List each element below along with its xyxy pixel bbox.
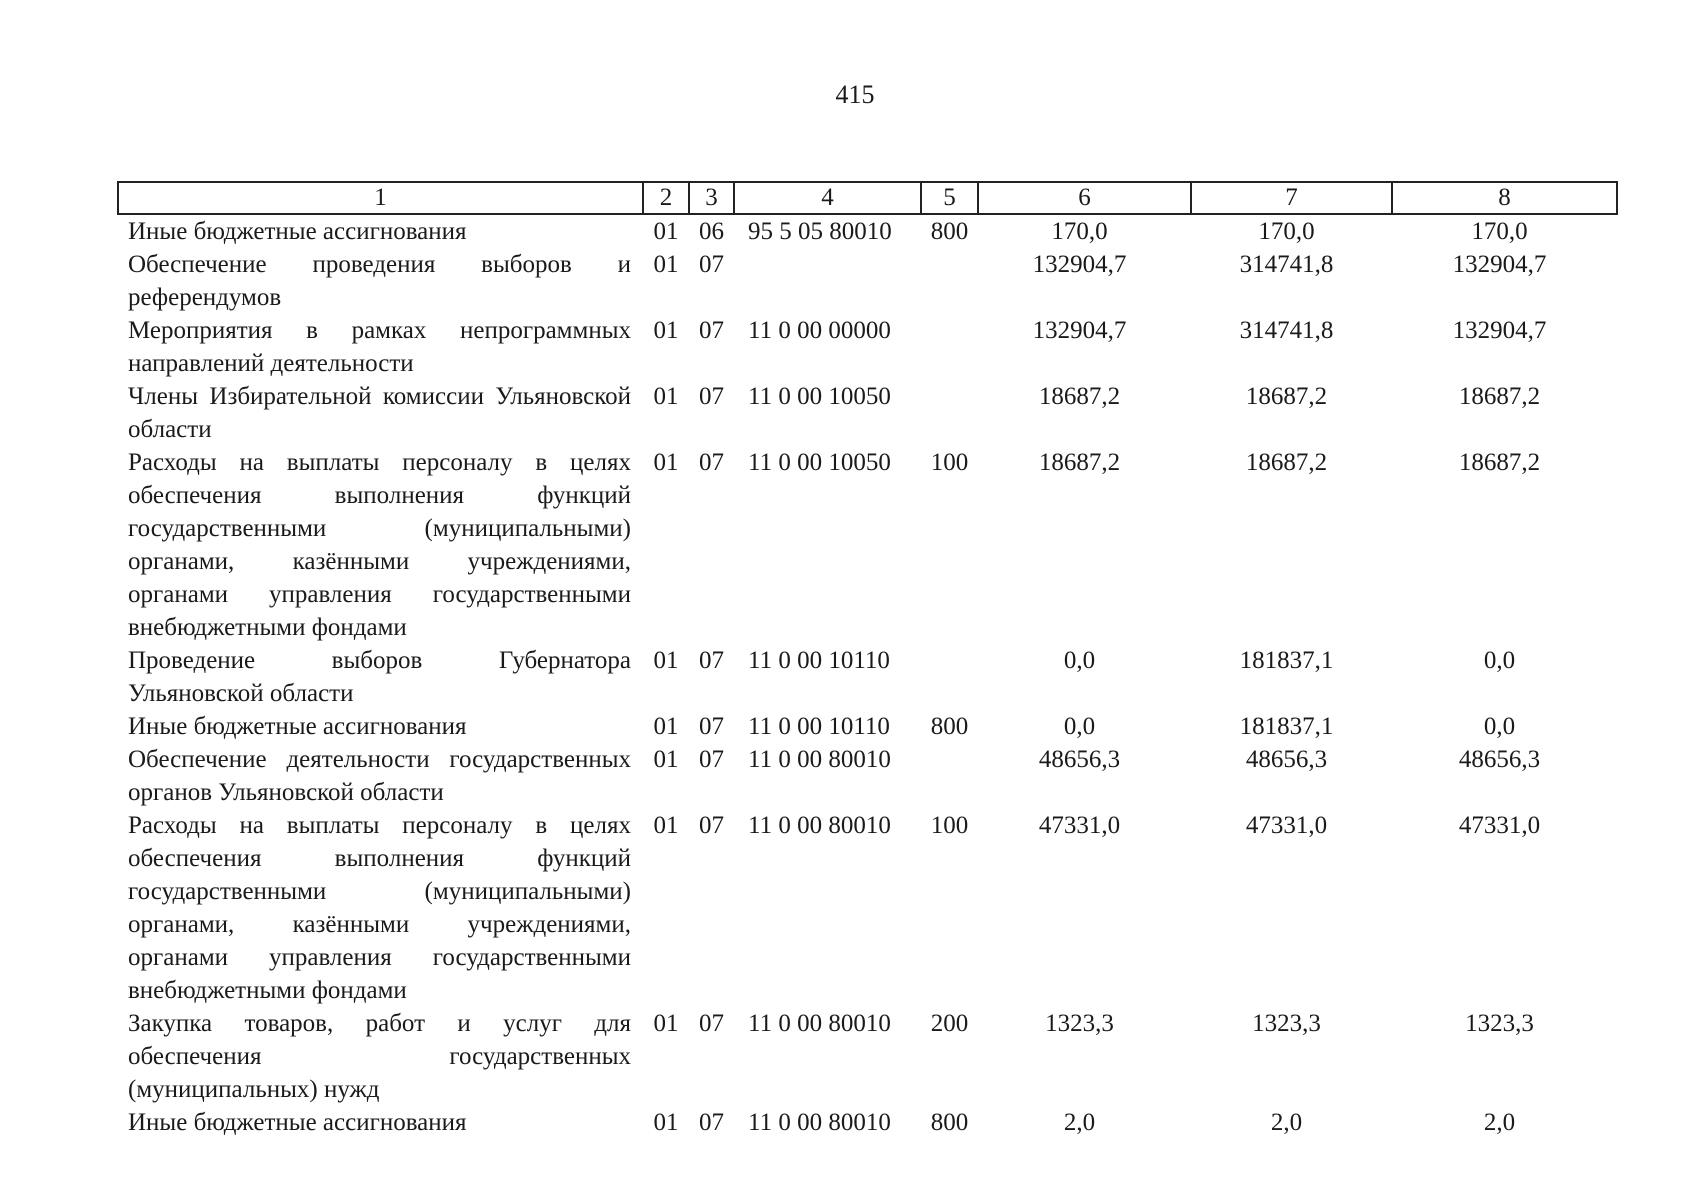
row-expense-type: 100 (930, 812, 969, 839)
row-section: 01 (653, 812, 679, 839)
row-value-col-7: 181837,1 (1239, 713, 1334, 740)
row-subsection: 07 (699, 746, 724, 773)
header-col-8: 8 (1392, 182, 1617, 214)
row-name: Мероприятия в рамках непрограммных направлений деятельности (128, 317, 631, 377)
row-expense-type: 800 (930, 713, 969, 740)
row-value-col-8: 170,0 (1471, 218, 1528, 245)
row-value-col-6: 18687,2 (1038, 383, 1121, 410)
table-row (118, 248, 1617, 314)
table-row (118, 809, 1617, 1007)
row-value-col-7: 18687,2 (1245, 449, 1328, 476)
header-col-2: 2 (643, 182, 689, 214)
row-value-col-6: 47331,0 (1038, 812, 1121, 839)
header-col-5: 5 (921, 182, 978, 214)
row-value-col-8: 18687,2 (1458, 383, 1541, 410)
header-col-1: 1 (118, 182, 643, 214)
budget-table (117, 181, 1618, 1139)
row-name: Члены Избирательной комиссии Ульяновской области (128, 383, 631, 443)
row-value-col-8: 1323,3 (1465, 1010, 1534, 1037)
row-name: Расходы на выплаты персоналу в целях обеспечения выполнения функций государственными (муниципальными) органами, казёнными учреждениями, органами управления государственными внебюджетными фондами (128, 812, 631, 1004)
row-expense-type (921, 314, 978, 380)
row-section: 01 (653, 746, 679, 773)
row-section: 01 (653, 647, 679, 674)
row-name: Иные бюджетные ассигнования (128, 713, 467, 740)
row-section: 01 (653, 317, 679, 344)
row-section: 01 (653, 449, 679, 476)
row-value-col-8: 132904,7 (1452, 251, 1547, 278)
row-name: Проведение выборов Губернатора Ульяновской области (128, 647, 631, 707)
row-target-code: 11 0 00 10050 (748, 383, 891, 410)
row-value-col-7: 1323,3 (1252, 1010, 1321, 1037)
row-target-code: 11 0 00 10110 (748, 713, 890, 740)
row-expense-type: 100 (930, 449, 969, 476)
row-value-col-7: 181837,1 (1239, 647, 1334, 674)
row-name: Расходы на выплаты персоналу в целях обеспечения выполнения функций государственными (муниципальными) органами, казёнными учреждениями, органами управления государственными внебюджетными фондами (128, 449, 631, 641)
row-value-col-8: 0,0 (1483, 647, 1516, 674)
row-section: 01 (653, 1109, 679, 1136)
row-subsection: 07 (699, 449, 724, 476)
row-value-col-7: 18687,2 (1245, 383, 1328, 410)
row-value-col-8: 2,0 (1483, 1109, 1516, 1136)
row-subsection: 07 (699, 812, 724, 839)
row-expense-type: 200 (930, 1010, 969, 1037)
row-value-col-7: 314741,8 (1239, 251, 1334, 278)
row-section: 01 (653, 218, 679, 245)
row-value-col-6: 0,0 (1063, 647, 1096, 674)
row-section: 01 (653, 1010, 679, 1037)
row-expense-type (921, 248, 978, 314)
row-expense-type (921, 743, 978, 809)
row-value-col-6: 18687,2 (1038, 449, 1121, 476)
row-target-code (734, 248, 921, 314)
row-section: 01 (653, 713, 679, 740)
row-subsection: 07 (699, 251, 724, 278)
table-row (118, 214, 1617, 248)
row-value-col-6: 170,0 (1051, 218, 1108, 245)
header-col-4: 4 (734, 182, 921, 214)
row-value-col-6: 0,0 (1063, 713, 1096, 740)
row-value-col-8: 47331,0 (1458, 812, 1541, 839)
header-col-6: 6 (978, 182, 1191, 214)
row-target-code: 11 0 00 10110 (748, 647, 890, 674)
table-row (118, 644, 1617, 710)
row-name: Обеспечение проведения выборов и референдумов (128, 251, 631, 311)
row-value-col-6: 1323,3 (1045, 1010, 1114, 1037)
table-row (118, 1106, 1617, 1139)
row-target-code: 11 0 00 80010 (748, 812, 891, 839)
row-name: Иные бюджетные ассигнования (128, 218, 467, 245)
row-target-code: 11 0 00 10050 (748, 449, 891, 476)
table-row (118, 446, 1617, 644)
header-row (118, 182, 1617, 214)
table-row (118, 1007, 1617, 1106)
row-target-code: 95 5 05 80010 (748, 218, 892, 245)
row-expense-type (921, 644, 978, 710)
row-subsection: 07 (699, 647, 724, 674)
row-subsection: 07 (699, 1010, 724, 1037)
row-value-col-6: 2,0 (1063, 1109, 1096, 1136)
row-name: Обеспечение деятельности государственных органов Ульяновской области (128, 746, 631, 806)
row-value-col-8: 132904,7 (1452, 317, 1547, 344)
row-value-col-7: 314741,8 (1239, 317, 1334, 344)
header-col-7: 7 (1191, 182, 1392, 214)
row-subsection: 07 (699, 713, 724, 740)
row-value-col-6: 48656,3 (1038, 746, 1121, 773)
row-expense-type: 800 (930, 1109, 969, 1136)
row-target-code: 11 0 00 80010 (748, 1109, 891, 1136)
table-body (118, 214, 1617, 1139)
row-subsection: 06 (699, 218, 724, 245)
row-subsection: 07 (699, 383, 724, 410)
row-value-col-7: 170,0 (1258, 218, 1315, 245)
row-value-col-7: 47331,0 (1245, 812, 1328, 839)
table-row (118, 743, 1617, 809)
row-expense-type (921, 380, 978, 446)
row-value-col-7: 2,0 (1270, 1109, 1303, 1136)
table-row (118, 710, 1617, 743)
row-value-col-6: 132904,7 (1032, 251, 1127, 278)
row-value-col-8: 0,0 (1483, 713, 1516, 740)
row-subsection: 07 (699, 317, 724, 344)
row-value-col-8: 18687,2 (1458, 449, 1541, 476)
table-row (118, 380, 1617, 446)
table-header (118, 182, 1617, 214)
row-target-code: 11 0 00 00000 (748, 317, 891, 344)
page-number: 415 (835, 80, 875, 109)
row-section: 01 (653, 383, 679, 410)
row-name: Закупка товаров, работ и услуг для обеспечения государственных (муниципальных) нужд (128, 1010, 631, 1103)
row-value-col-8: 48656,3 (1458, 746, 1541, 773)
row-value-col-6: 132904,7 (1032, 317, 1127, 344)
row-section: 01 (653, 251, 679, 278)
row-target-code: 11 0 00 80010 (748, 746, 891, 773)
row-expense-type: 800 (930, 218, 969, 245)
row-name: Иные бюджетные ассигнования (128, 1109, 467, 1136)
row-subsection: 07 (699, 1109, 724, 1136)
row-target-code: 11 0 00 80010 (748, 1010, 891, 1037)
row-value-col-7: 48656,3 (1245, 746, 1328, 773)
header-col-3: 3 (689, 182, 734, 214)
table-row (118, 314, 1617, 380)
